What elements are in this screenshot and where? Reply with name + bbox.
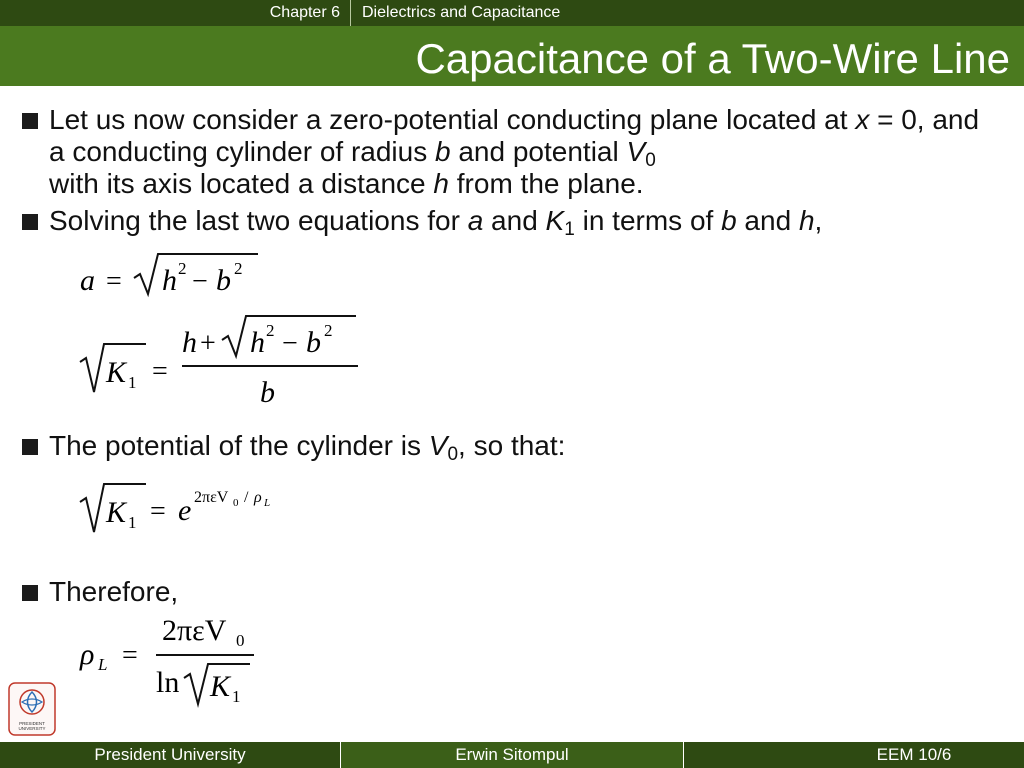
footer-author: Erwin Sitompul [341, 742, 683, 768]
eq2-h-exp: 2 [266, 321, 275, 340]
svg-text:PRESIDENT: PRESIDENT [19, 721, 45, 726]
eq1-h: h [162, 264, 177, 297]
eq1-b-exp: 2 [234, 259, 243, 278]
eq3-rho: ρ [254, 489, 262, 506]
eq2-plus: + [200, 328, 216, 359]
eq1-h-exp: 2 [178, 259, 187, 278]
footer-institution: President University [0, 742, 340, 768]
eq3-e: e [178, 494, 192, 527]
eq3-k-sub: 1 [128, 513, 137, 532]
bullet-4 [22, 576, 1002, 608]
eq1-minus: − [192, 266, 208, 297]
eq2-num-h: h [182, 326, 197, 359]
eq3-exp: 2πεV [194, 489, 229, 506]
bullet-3 [22, 430, 1002, 465]
eq4-rho: ρ [80, 638, 95, 671]
bullet-square-icon [22, 113, 38, 129]
eq4-equals: = [122, 640, 138, 671]
svg-text:UNIVERSITY: UNIVERSITY [18, 726, 46, 731]
eq2-equals: = [152, 356, 168, 387]
bullet-2-text: Solving the last two equations for a and $K_1$ in terms of b and h, [49, 205, 823, 240]
eq1-lhs: a [80, 264, 95, 297]
eq4-numerator: 2πεV [162, 614, 227, 647]
equation-rho-svg [78, 612, 278, 712]
eq3-rho-sub: L [264, 497, 271, 509]
eq4-numerator-sub: 0 [236, 631, 245, 650]
eq2-num-h2: h [250, 326, 265, 359]
eq2-num-b: b [306, 326, 321, 359]
logo-icon [8, 682, 56, 736]
bullet-square-icon [22, 214, 38, 230]
eq4-ln: ln [156, 666, 180, 699]
bullet-3-text: The potential of the cylinder is $V_0$, so that: [49, 430, 566, 465]
equation-k1-exp-svg [78, 478, 318, 538]
bullet-1 [22, 104, 1002, 200]
footer-page [684, 742, 1024, 768]
chapter-title: Dielectrics and Capacitance [362, 4, 561, 21]
eq4-k-sub: 1 [232, 687, 241, 706]
equation-a-svg [78, 250, 278, 300]
eq1-equals: = [106, 266, 122, 297]
eq4-rho-sub: L [98, 655, 108, 674]
eq2-minus: − [282, 328, 298, 359]
bullet-square-icon [22, 585, 38, 601]
eq3-equals: = [150, 496, 166, 527]
bullet-1-text: Let us now consider a zero-potential conducting plane located at x = 0, and a conducting cylinder of radius b and potential $V_0$ with its axis located a distance h from the plane. [49, 104, 980, 199]
eq2-k: K [106, 356, 127, 389]
equation-a [78, 250, 278, 305]
eq3-exp-sub: 0 [233, 497, 239, 509]
eq4-k: K [210, 670, 231, 703]
eq3-k: K [106, 496, 127, 529]
footer-bar [0, 742, 1024, 768]
president-university-logo [8, 682, 56, 736]
equation-k1-exp [78, 478, 318, 543]
slide-title: Capacitance of a Two-Wire Line [415, 35, 1010, 82]
eq2-den-b: b [260, 376, 275, 409]
bullet-square-icon [22, 439, 38, 455]
equation-k1-svg [78, 312, 378, 412]
chapter-number: Chapter 6 [269, 4, 340, 21]
footer-page-label: EEM 10/6 [876, 745, 952, 764]
equation-rho [78, 612, 278, 717]
chapter-divider [350, 0, 351, 26]
bullet-2 [22, 205, 1002, 240]
eq2-b-exp: 2 [324, 321, 333, 340]
equation-k1 [78, 312, 378, 417]
eq1-b: b [216, 264, 231, 297]
eq2-k-sub: 1 [128, 373, 137, 392]
bullet-4-text: Therefore, [49, 576, 179, 607]
eq3-slash: / [244, 489, 249, 506]
